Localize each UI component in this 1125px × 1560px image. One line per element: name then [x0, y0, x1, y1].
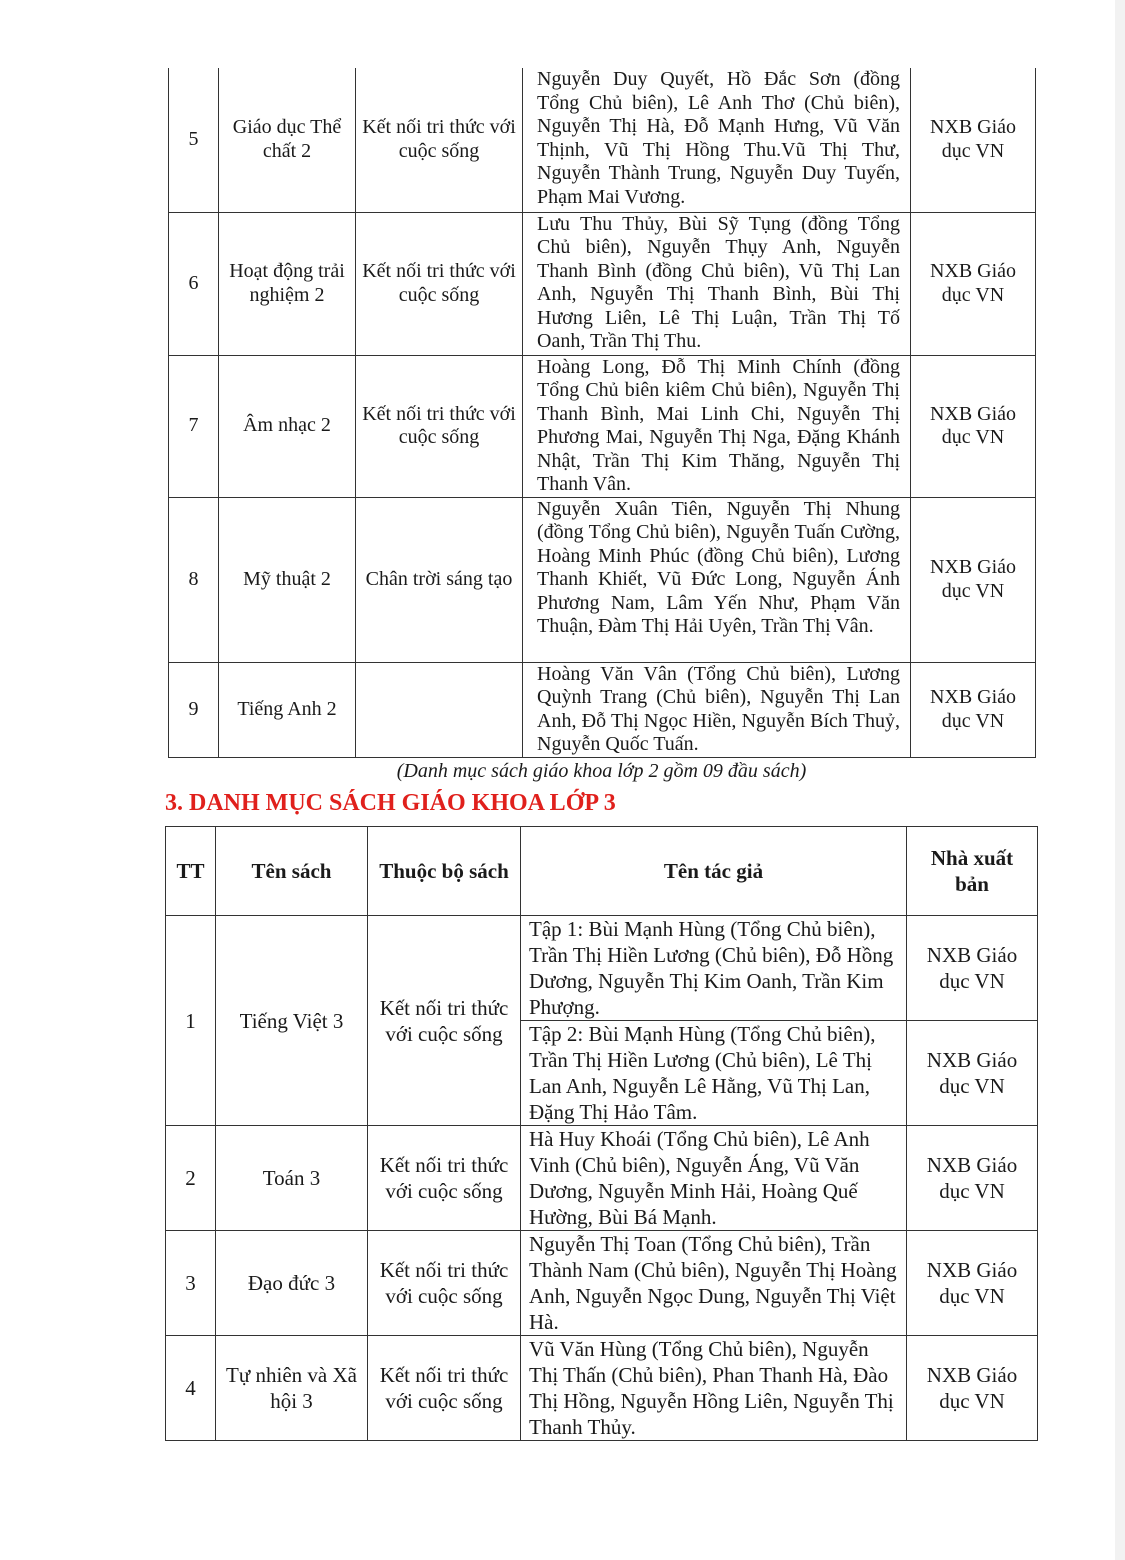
- cell-authors: Nguyễn Duy Quyết, Hồ Đắc Sơn (đồng Tổng Chủ biên), Lê Anh Thơ (Chủ biên), Nguyễn Thị Hà, Đỗ Mạnh Hưng, Vũ Văn Thịnh, Vũ Thị Hồng Thu.Vũ Thị Thư, Nguyễn Thành Trung, Nguyễn Duy Tuyến, Phạm Mai Vương.: [523, 68, 911, 212]
- cell-publisher: NXB Giáo dục VN: [907, 1231, 1038, 1336]
- cell-series: Kết nối tri thức với cuộc sống: [368, 1231, 521, 1336]
- cell-name: Tự nhiên và Xã hội 3: [216, 1336, 368, 1441]
- table-row: [166, 916, 1038, 1021]
- cell-name: Âm nhạc 2: [219, 355, 356, 497]
- cell-authors: Nguyễn Xuân Tiên, Nguyễn Thị Nhung (đồng Tổng Chủ biên), Nguyễn Tuấn Cường, Hoàng Minh Phúc (đồng Chủ biên), Lương Thanh Khiết, Vũ Đức Long, Nguyễn Ánh Phương Nam, Lâm Yến Như, Phạm Văn Thuận, Đàm Thị Hải Uyên, Trần Thị Vân.: [523, 497, 911, 662]
- section-heading: 3. DANH MỤC SÁCH GIÁO KHOA LỚP 3: [165, 790, 616, 816]
- cell-publisher: NXB Giáo dục VN: [907, 1126, 1038, 1231]
- cell-authors: Tập 2: Bùi Mạnh Hùng (Tổng Chủ biên), Trần Thị Hiền Lương (Chủ biên), Lê Thị Lan Anh, Nguyễn Lê Hằng, Vũ Thị Lan, Đặng Thị Hảo Tâm.: [521, 1021, 907, 1126]
- header-publisher: Nhà xuất bản: [907, 827, 1038, 916]
- header-name: Tên sách: [216, 827, 368, 916]
- table-row: [169, 355, 1036, 497]
- table-row: [166, 1336, 1038, 1441]
- cell-publisher: NXB Giáo dục VN: [907, 1021, 1038, 1126]
- cell-publisher: NXB Giáo dục VN: [907, 916, 1038, 1021]
- table-row: [169, 497, 1036, 662]
- grade2-textbook-table: [168, 68, 1036, 758]
- cell-publisher: NXB Giáo dục VN: [911, 355, 1036, 497]
- cell-tt: 8: [169, 497, 219, 662]
- table-row: [169, 68, 1036, 212]
- cell-name: Toán 3: [216, 1126, 368, 1231]
- cell-authors: Hà Huy Khoái (Tổng Chủ biên), Lê Anh Vinh (Chủ biên), Nguyễn Áng, Vũ Văn Dương, Nguyễn Minh Hải, Hoàng Quế Hường, Bùi Bá Mạnh.: [521, 1126, 907, 1231]
- cell-tt: 9: [169, 662, 219, 757]
- cell-name: Mỹ thuật 2: [219, 497, 356, 662]
- cell-series: [356, 662, 523, 757]
- cell-authors: Tập 1: Bùi Mạnh Hùng (Tổng Chủ biên), Trần Thị Hiền Lương (Chủ biên), Đỗ Hồng Dương, Nguyễn Thị Kim Oanh, Trần Kim Phượng.: [521, 916, 907, 1021]
- cell-series: Kết nối tri thức với cuộc sống: [356, 68, 523, 212]
- cell-name: Giáo dục Thể chất 2: [219, 68, 356, 212]
- header-authors: Tên tác giả: [521, 827, 907, 916]
- cell-name: Đạo đức 3: [216, 1231, 368, 1336]
- cell-tt: 4: [166, 1336, 216, 1441]
- cell-authors: Hoàng Văn Vân (Tổng Chủ biên), Lương Quỳnh Trang (Chủ biên), Nguyễn Thị Lan Anh, Đỗ Thị Ngọc Hiền, Nguyễn Bích Thuỷ, Nguyễn Quốc Tuấn.: [523, 662, 911, 757]
- cell-publisher: NXB Giáo dục VN: [907, 1336, 1038, 1441]
- cell-authors: Lưu Thu Thủy, Bùi Sỹ Tụng (đồng Tổng Chủ biên), Nguyễn Thụy Anh, Nguyễn Thanh Bình (đồng Chủ biên), Vũ Thị Lan Anh, Nguyễn Thị Thanh Bình, Bùi Thị Hương Liên, Lê Thị Luận, Trần Thị Tố Oanh, Trần Thị Thu.: [523, 212, 911, 355]
- table-row: [169, 212, 1036, 355]
- grade3-textbook-table: [165, 826, 1038, 1441]
- cell-publisher: NXB Giáo dục VN: [911, 497, 1036, 662]
- cell-series: Kết nối tri thức với cuộc sống: [356, 355, 523, 497]
- cell-name: Hoạt động trải nghiệm 2: [219, 212, 356, 355]
- cell-tt: 5: [169, 68, 219, 212]
- cell-tt: 1: [166, 916, 216, 1126]
- cell-series: Kết nối tri thức với cuộc sống: [368, 916, 521, 1126]
- cell-publisher: NXB Giáo dục VN: [911, 68, 1036, 212]
- cell-tt: 7: [169, 355, 219, 497]
- cell-authors: Nguyễn Thị Toan (Tổng Chủ biên), Trần Thành Nam (Chủ biên), Nguyễn Thị Hoàng Anh, Nguyễn Ngọc Dung, Nguyễn Thị Việt Hà.: [521, 1231, 907, 1336]
- table-row: [169, 662, 1036, 757]
- cell-publisher: NXB Giáo dục VN: [911, 212, 1036, 355]
- cell-name: Tiếng Anh 2: [219, 662, 356, 757]
- header-series: Thuộc bộ sách: [368, 827, 521, 916]
- cell-tt: 2: [166, 1126, 216, 1231]
- cell-publisher: NXB Giáo dục VN: [911, 662, 1036, 757]
- cell-authors: Hoàng Long, Đỗ Thị Minh Chính (đồng Tổng Chủ biên kiêm Chủ biên), Nguyễn Thị Thanh Bình, Mai Linh Chi, Nguyễn Thị Phương Mai, Nguyễn Thị Nga, Đặng Khánh Nhật, Trần Thị Kim Thăng, Nguyễn Thị Thanh Vân.: [523, 355, 911, 497]
- cell-tt: 6: [169, 212, 219, 355]
- table-caption: (Danh mục sách giáo khoa lớp 2 gồm 09 đầu sách): [396, 760, 807, 782]
- cell-tt: 3: [166, 1231, 216, 1336]
- cell-name: Tiếng Việt 3: [216, 916, 368, 1126]
- header-tt: TT: [166, 827, 216, 916]
- table-header-row: [166, 827, 1038, 916]
- cell-series: Kết nối tri thức với cuộc sống: [368, 1336, 521, 1441]
- table-row: [166, 1231, 1038, 1336]
- cell-series: Kết nối tri thức với cuộc sống: [356, 212, 523, 355]
- cell-series: Chân trời sáng tạo: [356, 497, 523, 662]
- cell-series: Kết nối tri thức với cuộc sống: [368, 1126, 521, 1231]
- cell-authors: Vũ Văn Hùng (Tổng Chủ biên), Nguyễn Thị Thấn (Chủ biên), Phan Thanh Hà, Đào Thị Hồng, Nguyễn Hồng Liên, Nguyễn Thị Thanh Thủy.: [521, 1336, 907, 1441]
- table-row: [166, 1126, 1038, 1231]
